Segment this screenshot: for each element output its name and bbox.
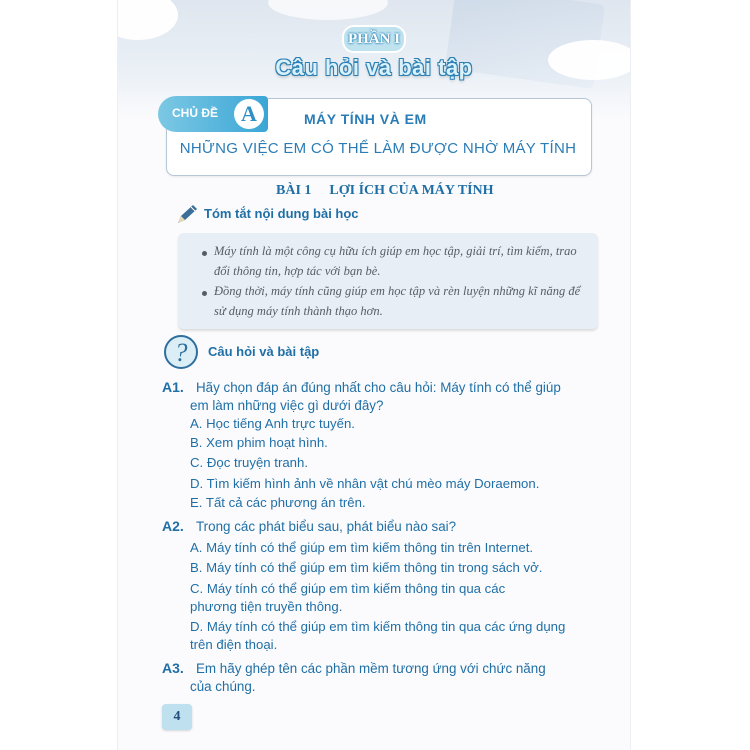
question-text: em làm những việc gì dưới đây? [190, 398, 384, 413]
lesson-number: BÀI 1 [276, 183, 312, 198]
bullet-icon [202, 291, 207, 296]
svg-text:?: ? [174, 338, 188, 367]
answer-option: D. Máy tính có thể giúp em tìm kiếm thông tin qua các ứng dụng [190, 619, 566, 634]
book-page [118, 0, 630, 750]
answer-option: C. Đọc truyện tranh. [190, 455, 309, 470]
page-number: 4 [162, 704, 192, 730]
part-title: Câu hỏi và bài tập [275, 55, 473, 80]
question-text: Trong các phát biểu sau, phát biểu nào sai? [196, 519, 457, 534]
answer-option: D. Tìm kiếm hình ảnh về nhân vật chú mèo máy Doraemon. [190, 476, 540, 491]
question-label: A3. [162, 660, 184, 676]
question-label: A1. [162, 379, 184, 395]
answer-option: trên điện thoại. [190, 637, 278, 652]
bullet-icon [202, 251, 207, 256]
answer-option: E. Tất cả các phương án trên. [190, 495, 366, 510]
question-mark-icon [162, 334, 200, 370]
topic-title: MÁY TÍNH VÀ EM [304, 111, 427, 127]
answer-option: C. Máy tính có thể giúp em tìm kiếm thông tin qua các [190, 581, 506, 596]
topic-tag [158, 96, 268, 132]
answer-option: B. Máy tính có thể giúp em tìm kiếm thông tin trong sách vở. [190, 560, 543, 575]
topic-tag-letter: A [234, 99, 264, 129]
answer-option: B. Xem phim hoạt hình. [190, 435, 328, 450]
summary-item: Đồng thời, máy tính cũng giúp em học tập và rèn luyện những kĩ năng để sử dụng máy tính thành thạo hơn. [214, 284, 581, 318]
answer-option: phương tiện truyền thông. [190, 599, 343, 614]
questions-heading: Câu hỏi và bài tập [208, 344, 320, 359]
summary-box [178, 233, 598, 329]
part-label: PHẦN I [342, 25, 406, 53]
answer-option: A. Máy tính có thể giúp em tìm kiếm thông tin trên Internet. [190, 540, 534, 555]
question-label: A2. [162, 518, 184, 534]
question-text: của chúng. [190, 679, 256, 694]
question-text: Em hãy ghép tên các phần mềm tương ứng với chức năng [196, 661, 546, 676]
pencil-icon [176, 203, 200, 225]
topic-subtitle: NHỮNG VIỆC EM CÓ THỂ LÀM ĐƯỢC NHỜ MÁY TÍNH [179, 140, 577, 157]
answer-option: A. Học tiếng Anh trực tuyến. [190, 416, 355, 431]
summary-item: Máy tính là một công cụ hữu ích giúp em học tập, giải trí, tìm kiếm, trao đổi thông tin, hợp tác với bạn bè. [214, 244, 577, 278]
topic-tag-label: CHỦ ĐỀ [172, 106, 219, 120]
summary-heading: Tóm tắt nội dung bài học [204, 206, 359, 221]
lesson-title: LỢI ÍCH CỦA MÁY TÍNH [329, 183, 494, 198]
lesson-heading [276, 183, 512, 199]
question-text: Hãy chọn đáp án đúng nhất cho câu hỏi: Máy tính có thể giúp [196, 380, 561, 395]
